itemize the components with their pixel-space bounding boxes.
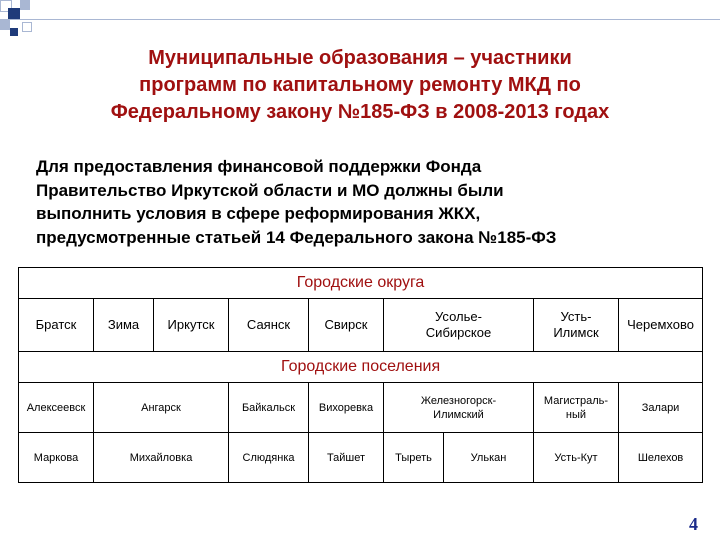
settlement-cell: Железногорск- Илимский <box>384 383 534 433</box>
settlement-cell: Маркова <box>19 433 94 483</box>
settlement-cell: Ангарск <box>94 383 229 433</box>
corner-square-decoration <box>0 0 40 40</box>
district-cell: Свирск <box>309 299 384 352</box>
district-cell: Братск <box>19 299 94 352</box>
municipalities-table <box>18 267 703 483</box>
section-heading-urban-districts: Городские округа <box>19 268 703 299</box>
settlement-cell: Улькан <box>444 433 534 483</box>
district-cell: Зима <box>94 299 154 352</box>
district-cell: Усть- Илимск <box>534 299 619 352</box>
intro-paragraph: Для предоставления финансовой поддержки Фонда Правительство Иркутской области и МО должны были выполнить условия в сфере реформирования ЖКХ, предусмотренные статьей 14 Федерального закона №185-ФЗ <box>36 157 557 247</box>
district-cell: Черемхово <box>619 299 703 352</box>
settlement-cell: Шелехов <box>619 433 703 483</box>
settlement-cell: Алексеевск <box>19 383 94 433</box>
page-number: 4 <box>689 514 698 534</box>
settlement-cell: Тайшет <box>309 433 384 483</box>
settlement-cell: Магистраль- ный <box>534 383 619 433</box>
district-cell: Саянск <box>229 299 309 352</box>
district-cell: Усолье- Сибирское <box>384 299 534 352</box>
header-divider <box>0 19 720 20</box>
settlement-cell: Усть-Кут <box>534 433 619 483</box>
settlement-cell: Вихоревка <box>309 383 384 433</box>
slide-title: Муниципальные образования – участники программ по капитальному ремонту МКД по Федеральному закону №185-ФЗ в 2008-2013 годах <box>110 47 610 123</box>
settlement-cell: Залари <box>619 383 703 433</box>
settlement-cell: Тыреть <box>384 433 444 483</box>
settlement-cell: Михайловка <box>94 433 229 483</box>
settlement-cell: Байкальск <box>229 383 309 433</box>
district-cell: Иркутск <box>154 299 229 352</box>
settlement-cell: Слюдянка <box>229 433 309 483</box>
section-heading-urban-settlements: Городские поселения <box>19 352 703 383</box>
